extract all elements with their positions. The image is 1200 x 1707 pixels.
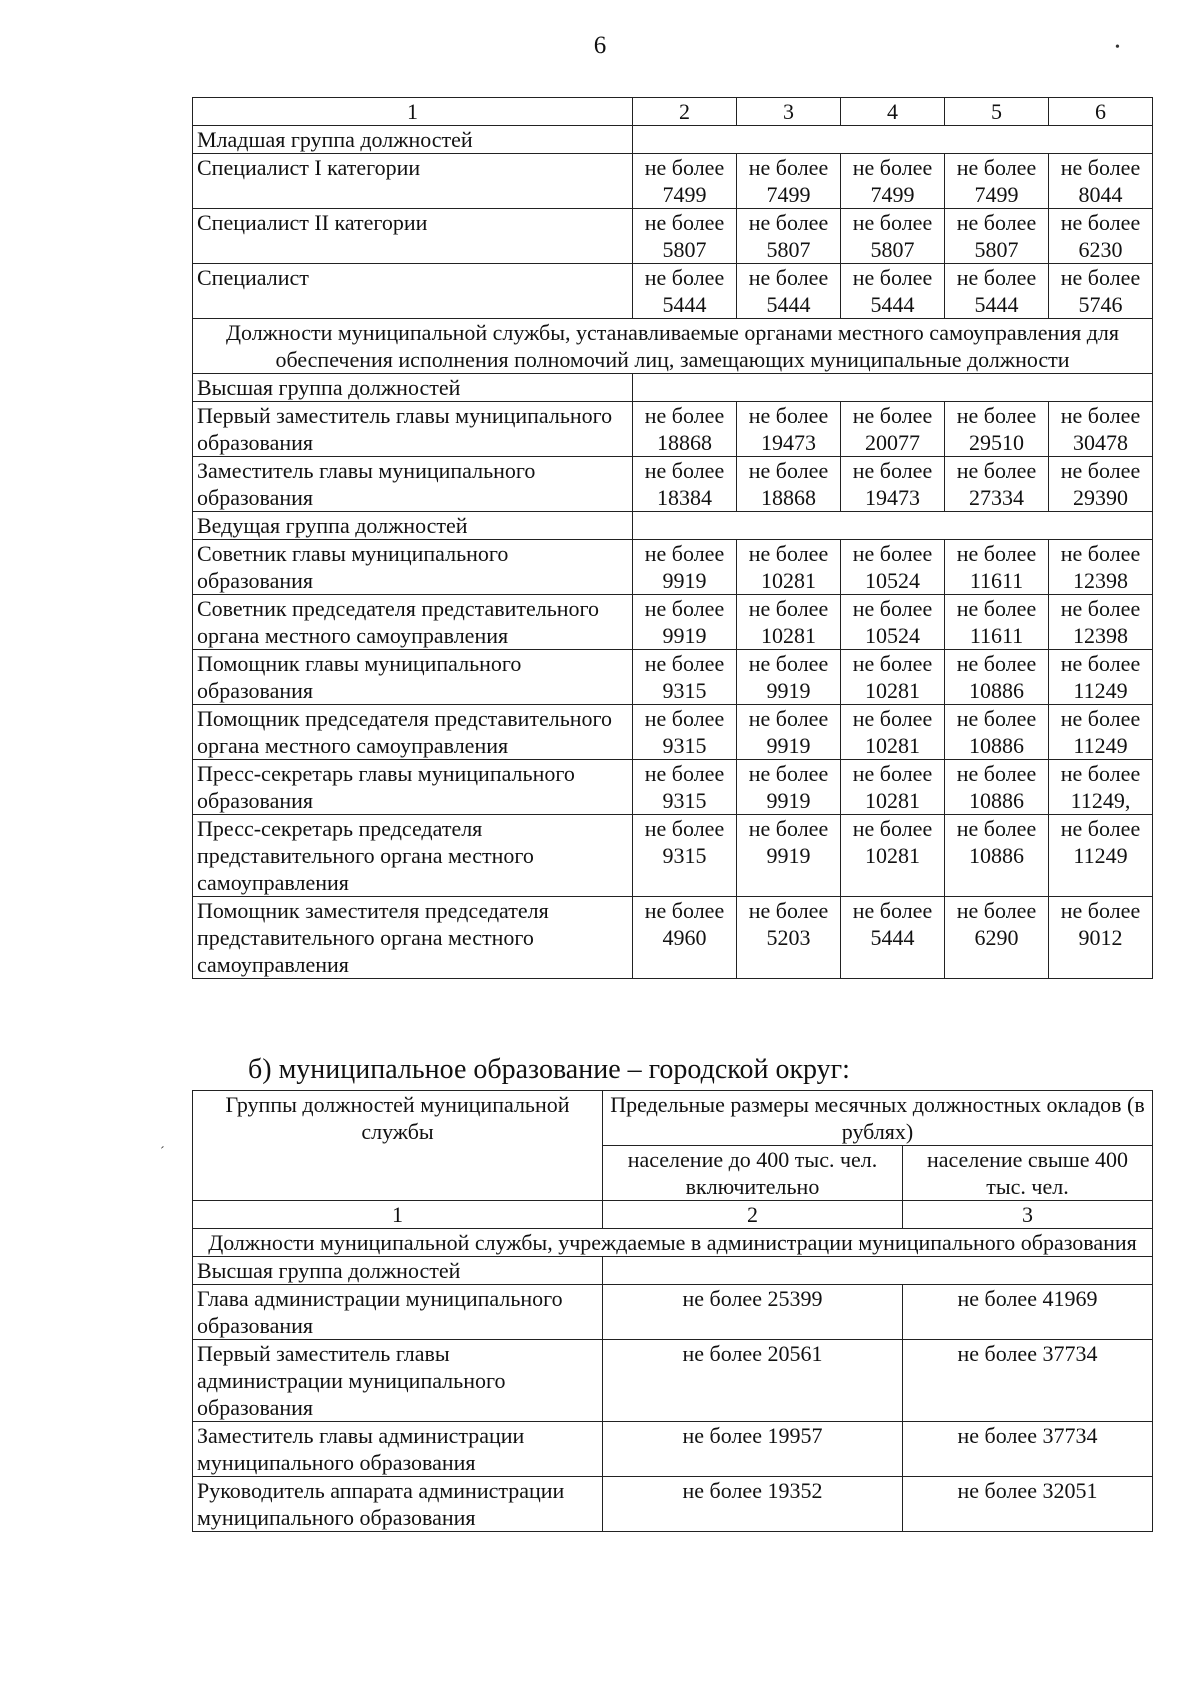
section-heading-cell: Должности муниципальной службы, учреждаемые в администрации муниципального образования	[193, 1229, 1153, 1257]
table-row	[193, 705, 1153, 760]
position-name-cell: Пресс-секретарь главы муниципального образования	[193, 760, 633, 815]
table-row	[193, 760, 1153, 815]
salary-value-cell: не более 10886	[945, 760, 1049, 815]
column-number-cell: 5	[945, 98, 1049, 126]
scan-speck: ˊ	[160, 1145, 165, 1160]
table-row	[193, 457, 1153, 512]
header-col2-cell: население до 400 тыс. чел. включительно	[603, 1146, 903, 1201]
position-name-cell: Советник главы муниципального образования	[193, 540, 633, 595]
salary-value-cell: не более 9315	[633, 760, 737, 815]
group-heading-cell: Ведущая группа должностей	[193, 512, 633, 540]
table-row	[193, 1257, 1153, 1285]
salary-value-cell: не более 19957	[603, 1422, 903, 1477]
position-name-cell: Глава администрации муниципального образования	[193, 1285, 603, 1340]
position-name-cell: Руководитель аппарата администрации муниципального образования	[193, 1477, 603, 1532]
salary-value-cell: не более 9315	[633, 650, 737, 705]
section-heading-cell: Должности муниципальной службы, устанавливаемые органами местного самоуправления для обеспечения исполнения полномочий лиц, замещающих муниципальные должности	[193, 319, 1153, 374]
salary-value-cell: не более 9919	[633, 595, 737, 650]
salary-value-cell: не более 19473	[737, 402, 841, 457]
table-row	[193, 1340, 1153, 1422]
salary-value-cell: не более 7499	[737, 154, 841, 209]
salary-value-cell: не более 5444	[737, 264, 841, 319]
salary-value-cell: не более 10281	[841, 650, 945, 705]
salary-value-cell: не более 10281	[841, 760, 945, 815]
position-name-cell: Заместитель главы муниципального образования	[193, 457, 633, 512]
salary-value-cell: не более 10886	[945, 815, 1049, 897]
empty-cell	[633, 512, 1153, 540]
salary-value-cell: не более 5807	[737, 209, 841, 264]
salary-value-cell: не более 12398	[1049, 595, 1153, 650]
salary-value-cell: не более 20561	[603, 1340, 903, 1422]
salary-value-cell: не более 11249	[1049, 650, 1153, 705]
column-number-cell: 2	[603, 1201, 903, 1229]
salary-value-cell: не более 6230	[1049, 209, 1153, 264]
salary-table-1	[192, 97, 1153, 979]
table-row	[193, 154, 1153, 209]
salary-value-cell: не более 11611	[945, 595, 1049, 650]
salary-value-cell: не более 8044	[1049, 154, 1153, 209]
salary-value-cell: не более 19352	[603, 1477, 903, 1532]
position-name-cell: Специалист I категории	[193, 154, 633, 209]
table-row	[193, 126, 1153, 154]
salary-value-cell: не более 5444	[945, 264, 1049, 319]
table-row	[193, 512, 1153, 540]
table-row	[193, 595, 1153, 650]
salary-value-cell: не более 20077	[841, 402, 945, 457]
column-number-cell: 3	[903, 1201, 1153, 1229]
salary-value-cell: не более 5444	[841, 897, 945, 979]
position-name-cell: Заместитель главы администрации муниципального образования	[193, 1422, 603, 1477]
salary-value-cell: не более 10886	[945, 705, 1049, 760]
table-row	[193, 897, 1153, 979]
salary-value-cell: не более 10281	[737, 595, 841, 650]
salary-value-cell: не более 37734	[903, 1340, 1153, 1422]
section-subtitle: б) муниципальное образование – городской округ:	[248, 1054, 850, 1085]
group-heading-cell: Младшая группа должностей	[193, 126, 633, 154]
table-row	[193, 374, 1153, 402]
salary-value-cell: не более 9919	[737, 815, 841, 897]
salary-value-cell: не более 10886	[945, 650, 1049, 705]
salary-value-cell: не более 32051	[903, 1477, 1153, 1532]
salary-value-cell: не более 37734	[903, 1422, 1153, 1477]
salary-value-cell: не более 25399	[603, 1285, 903, 1340]
table-row	[193, 1229, 1153, 1257]
table-row	[193, 815, 1153, 897]
salary-value-cell: не более 27334	[945, 457, 1049, 512]
table-row	[193, 264, 1153, 319]
salary-value-cell: не более 12398	[1049, 540, 1153, 595]
column-number-cell: 1	[193, 98, 633, 126]
salary-value-cell: не более 9012	[1049, 897, 1153, 979]
salary-value-cell: не более 10281	[737, 540, 841, 595]
table-row	[193, 1285, 1153, 1340]
table-row	[193, 319, 1153, 374]
salary-value-cell: не более 9919	[737, 705, 841, 760]
salary-value-cell: не более 5444	[841, 264, 945, 319]
salary-value-cell: не более 7499	[633, 154, 737, 209]
table-row	[193, 402, 1153, 457]
table-row	[193, 650, 1153, 705]
salary-value-cell: не более 9919	[633, 540, 737, 595]
column-number-cell: 6	[1049, 98, 1153, 126]
salary-value-cell: не более 5746	[1049, 264, 1153, 319]
column-number-cell: 2	[633, 98, 737, 126]
salary-value-cell: не более 7499	[841, 154, 945, 209]
position-name-cell: Первый заместитель главы муниципального образования	[193, 402, 633, 457]
salary-value-cell: не более 10281	[841, 815, 945, 897]
column-number-cell: 1	[193, 1201, 603, 1229]
salary-value-cell: не более 18868	[633, 402, 737, 457]
position-name-cell: Помощник заместителя председателя представительного органа местного самоуправления	[193, 897, 633, 979]
salary-table-2	[192, 1090, 1153, 1532]
salary-value-cell: не более 30478	[1049, 402, 1153, 457]
salary-value-cell: не более 5807	[633, 209, 737, 264]
salary-value-cell: не более 6290	[945, 897, 1049, 979]
salary-value-cell: не более 11611	[945, 540, 1049, 595]
salary-value-cell: не более 9919	[737, 760, 841, 815]
page-number: 6	[593, 32, 607, 59]
salary-value-cell: не более 7499	[945, 154, 1049, 209]
empty-cell	[633, 126, 1153, 154]
salary-value-cell: не более 5444	[633, 264, 737, 319]
empty-cell	[603, 1257, 1153, 1285]
position-name-cell: Помощник председателя представительного органа местного самоуправления	[193, 705, 633, 760]
salary-value-cell: не более 4960	[633, 897, 737, 979]
salary-value-cell: не более 9315	[633, 815, 737, 897]
salary-value-cell: не более 9315	[633, 705, 737, 760]
position-name-cell: Помощник главы муниципального образования	[193, 650, 633, 705]
scan-speck: •	[1115, 40, 1120, 55]
group-heading-cell: Высшая группа должностей	[193, 1257, 603, 1285]
salary-value-cell: не более 41969	[903, 1285, 1153, 1340]
position-name-cell: Пресс-секретарь председателя представительного органа местного самоуправления	[193, 815, 633, 897]
salary-value-cell: не более 11249,	[1049, 760, 1153, 815]
table-row	[193, 209, 1153, 264]
header-groups-cell: Группы должностей муниципальной службы	[193, 1091, 603, 1201]
position-name-cell: Советник председателя представительного органа местного самоуправления	[193, 595, 633, 650]
salary-value-cell: не более 5807	[945, 209, 1049, 264]
table1-header-row	[193, 98, 1153, 126]
table2-number-row	[193, 1201, 1153, 1229]
column-number-cell: 3	[737, 98, 841, 126]
salary-value-cell: не более 9919	[737, 650, 841, 705]
table-row	[193, 1422, 1153, 1477]
table-row	[193, 540, 1153, 595]
salary-value-cell: не более 5807	[841, 209, 945, 264]
salary-value-cell: не более 10281	[841, 705, 945, 760]
header-limits-cell: Предельные размеры месячных должностных окладов (в рублях)	[603, 1091, 1153, 1146]
salary-value-cell: не более 19473	[841, 457, 945, 512]
table-row	[193, 1477, 1153, 1532]
salary-value-cell: не более 10524	[841, 595, 945, 650]
position-name-cell: Первый заместитель главы администрации муниципального образования	[193, 1340, 603, 1422]
column-number-cell: 4	[841, 98, 945, 126]
salary-value-cell: не более 11249	[1049, 815, 1153, 897]
header-col3-cell: население свыше 400 тыс. чел.	[903, 1146, 1153, 1201]
group-heading-cell: Высшая группа должностей	[193, 374, 633, 402]
salary-value-cell: не более 29390	[1049, 457, 1153, 512]
salary-value-cell: не более 18384	[633, 457, 737, 512]
table2-header-row	[193, 1091, 1153, 1146]
empty-cell	[633, 374, 1153, 402]
salary-value-cell: не более 29510	[945, 402, 1049, 457]
salary-value-cell: не более 5203	[737, 897, 841, 979]
position-name-cell: Специалист	[193, 264, 633, 319]
salary-value-cell: не более 11249	[1049, 705, 1153, 760]
position-name-cell: Специалист II категории	[193, 209, 633, 264]
salary-value-cell: не более 10524	[841, 540, 945, 595]
salary-value-cell: не более 18868	[737, 457, 841, 512]
